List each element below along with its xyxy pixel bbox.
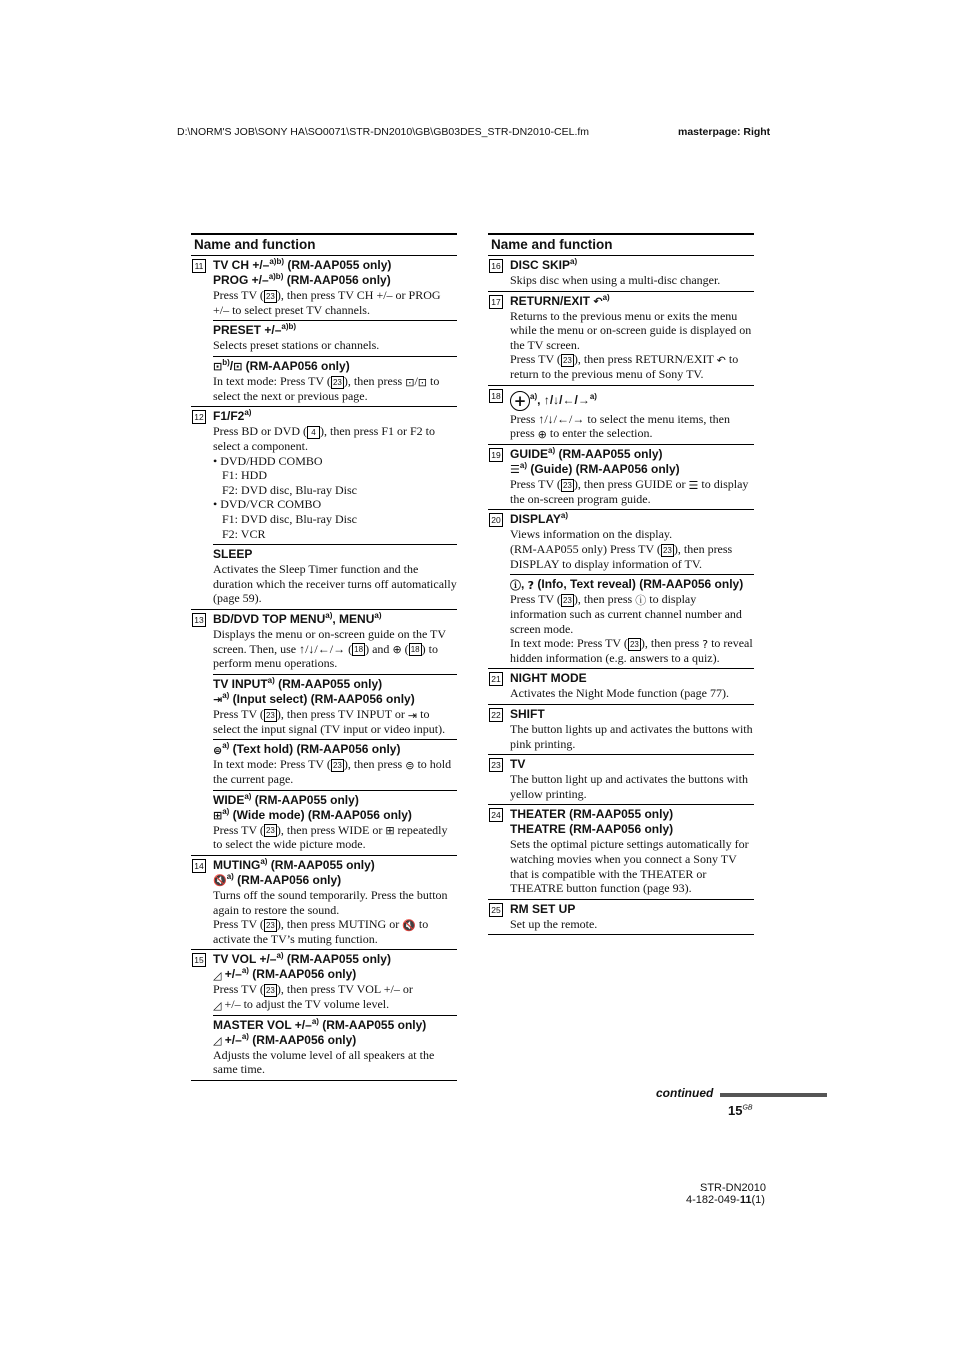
ref-box: 23 [264,919,277,932]
item-12: 12 F1/F2$^{a)}$ Press BD or DVD ( 4 ), then press F1 or F2 to select a component. • DVD/HDD COMBO F1: HDD F2: DVD disc, Blu-ray Disc • DVD/VCR COMBO F1: DVD disc, Blu-ray Disc F2: VCR SLEEP Activates the Sleep Timer function and the duration which the receiver turns off automatically (page 59). [191,407,457,610]
ref-box: 23 [331,376,344,389]
item-number: 20 [489,513,503,527]
ref-box: 23 [264,984,277,997]
input-select-icon: ⇥ [407,708,418,722]
item-number: 12 [192,410,206,424]
mute-icon: 🔇 [213,874,227,888]
enter-plus-icon: ⊕ [537,428,547,442]
item-16: 16 DISC SKIP$^{a)}$ Skips disc when using a multi-disc changer. [488,256,754,292]
return-arrow-icon: ↶ [716,354,726,368]
ref-box: 23 [661,544,674,557]
item-number: 17 [489,295,503,309]
left-column [191,233,457,1081]
arrow-keys: ↑/↓/←/→ [538,411,585,426]
ref-box: 23 [264,290,277,303]
page-number: $15^{GB}$ [728,1103,753,1118]
text-reveal-icon: ? [702,637,709,651]
preset-label: PRESET +/– [213,323,282,338]
item-13: 13 BD/DVD TOP MENU$^{a)}$, MENU$^{a)}$ Displays the menu or on-screen guide on the TV screen. Then, use ↑/↓/←/→ ( 18 ) and ⊕ ( 18 ) to perform menu operations. TV INPUT$^{a)}$ (RM-AAP055 only) ⇥$^{a)}$ (Input select) (RM-AAP056 only) Press TV ( 23 ), then press TV INPUT or ⇥ to select the input signal (TV input or video input). ⊜$^{a)}$ (Text hold) (RM-AAP056 only) In text mode: Press TV ( 23 ), then press ⊜ to hold the current page. WIDE$^{a)}$ (RM-AAP055 only) ⊞$^{a)}$ (Wide mode) (RM-AAP056 only) Press TV ( 23 ), then press WIDE or ⊞ repeatedly to select the wide picture mode. [191,610,457,856]
item-17: 17 RETURN/EXIT ↶$^{a)}$ Returns to the previous menu or exits the menu while the menu or on-screen guide is displayed on the TV screen. Press TV ( 23 ), then press RETURN/EXIT ↶ to return to the previous menu of Sony TV. [488,292,754,386]
header-file-path: D:\NORM'S JOB\SONY HA\SO0071\STR-DN2010\GB\GB03DES_STR-DN2010-CEL.fm [177,126,590,138]
sleep-label: SLEEP [213,547,253,562]
item-number: 21 [489,672,503,686]
item-number: 14 [192,859,206,873]
item-number: 13 [192,613,206,627]
document-code: 4-182-049-11(1) [686,1194,765,1206]
item-number: 25 [489,903,503,917]
page-up-icon: ⊡ [405,375,415,389]
text-reveal-icon: ? [527,578,535,592]
continued-label: continued [656,1086,714,1100]
arrow-keys: ↑/↓/←/→ [543,392,590,407]
item-number: 22 [489,708,503,722]
ref-box: 23 [264,709,277,722]
wide-mode-icon: ⊞ [385,824,395,838]
ref-box: 23 [628,638,641,651]
wide-mode-icon: ⊞ [213,808,223,822]
right-column [488,233,754,935]
ref-box: 23 [561,594,574,607]
item-number: 18 [489,389,503,403]
item-number: 15 [192,953,206,967]
continued-bar [720,1093,827,1097]
text-hold-icon: ⊜ [213,743,223,757]
item-11: 11 TV CH +/–$^{a)b)}$ (RM-AAP055 only) PROG +/–$^{a)b)}$ (RM-AAP056 only) Press TV ( 23 ), then press TV CH +/– or PROG +/– to select preset TV channels. PRESET +/–$^{a)b)}$ Selects preset stations or channels. ⊡$^{b)}$/⊡ (RM-AAP056 only) In text mode: Press TV ( 23 ), then press ⊡/⊡ to select the next or previous page. [191,256,457,407]
ref-box: 18 [409,643,422,656]
item-14: 14 MUTING$^{a)}$ (RM-AAP055 only) 🔇$^{a)}$ (RM-AAP056 only) Turns off the sound temporarily. Press the button again to restore the sound. Press TV ( 23 ), then press MUTING or 🔇 to activate the TV’s muting function. [191,856,457,951]
item-number: 24 [489,808,503,822]
text-hold-icon: ⊜ [405,759,415,772]
mute-icon: 🔇 [402,918,416,932]
info-icon: ⓘ [510,578,521,592]
return-arrow-icon: ↶ [593,294,603,308]
prog-label: PROG +/– [213,273,269,287]
page-up-icon: ⊡ [213,360,223,374]
info-icon: ⓘ [635,593,647,607]
enter-plus-icon: + [510,391,530,411]
ref-box: 4 [307,426,320,439]
item-number: 16 [489,259,503,273]
model-number: STR-DN2010 [700,1182,767,1194]
input-select-icon: ⇥ [213,693,223,707]
arrow-keys: ↑/↓/←/→ [299,641,346,656]
item-15: 15 TV VOL +/–$^{a)}$ (RM-AAP055 only) ◿ +/–$^{a)}$ (RM-AAP056 only) Press TV ( 23 ), then press TV VOL +/– or ◿ +/– to adjust the TV volume level. MASTER VOL +/–$^{a)}$ (RM-AAP055 only) ◿ +/–$^{a)}$ (RM-AAP056 only) Adjusts the volume level of all speakers at the same time. [191,950,457,1081]
page-down-icon: ⊡ [417,375,427,389]
ref-box: 23 [331,759,344,772]
ref-box: 23 [561,354,574,367]
guide-icon: ☰ [510,463,520,477]
item-18: 18 + $^{a)}$, ↑/↓/←/→$^{a)}$ Press ↑/↓/←/→ to select the menu items, then press ⊕ to enter the selection. [488,386,754,445]
header-masterpage: masterpage: Right [678,126,771,138]
volume-wedge-icon: ◿ [213,998,222,1012]
item-19: 19 GUIDE$^{a)}$ (RM-AAP055 only) ☰$^{a)}$ (Guide) (RM-AAP056 only) Press TV ( 23 ), then press GUIDE or ☰ to display the on-screen program guide. [488,445,754,510]
item-25: 25 RM SET UP Set up the remote. [488,900,754,936]
page-down-icon: ⊡ [233,360,243,374]
guide-icon: ☰ [688,478,699,492]
item-22: 22 SHIFT The button lights up and activates the buttons with pink printing. [488,705,754,755]
column-heading: Name and function [191,233,457,256]
ref-box: 18 [352,643,365,656]
column-heading: Name and function [488,233,754,256]
ref-box: 23 [264,824,277,837]
volume-wedge-icon: ◿ [213,968,222,982]
tv-ch-label: TV CH +/– [213,258,270,272]
item-23: 23 TV The button light up and activates the buttons with yellow printing. [488,755,754,805]
enter-plus-icon: ⊕ [392,643,402,657]
item-number: 19 [489,448,503,462]
item-number: 23 [489,758,503,772]
ref-box: 23 [561,479,574,492]
item-24: 24 THEATER (RM-AAP055 only) THEATRE (RM-AAP056 only) Sets the optimal picture settings automatically for watching movies when you connect a Sony TV that is compatible with the THEATER or THEATRE button function (page 93). [488,805,754,899]
item-20: 20 DISPLAY$^{a)}$ Views information on the display. (RM-AAP055 only) Press TV ( 23 ), then press DISPLAY to display information of TV. ⓘ, ? (Info, Text reveal) (RM-AAP056 only) Press TV ( 23 ), then press ⓘ to display information such as current channel number and screen mode. In text mode: Press TV ( 23 ), then press ? to reveal hidden information (e.g. answers to a quiz). [488,510,754,669]
f1-f2-label: F1/F2 [213,409,245,424]
item-number: 11 [192,259,206,273]
volume-wedge-icon: ◿ [213,1034,222,1048]
item-21: 21 NIGHT MODE Activates the Night Mode function (page 77). [488,669,754,705]
